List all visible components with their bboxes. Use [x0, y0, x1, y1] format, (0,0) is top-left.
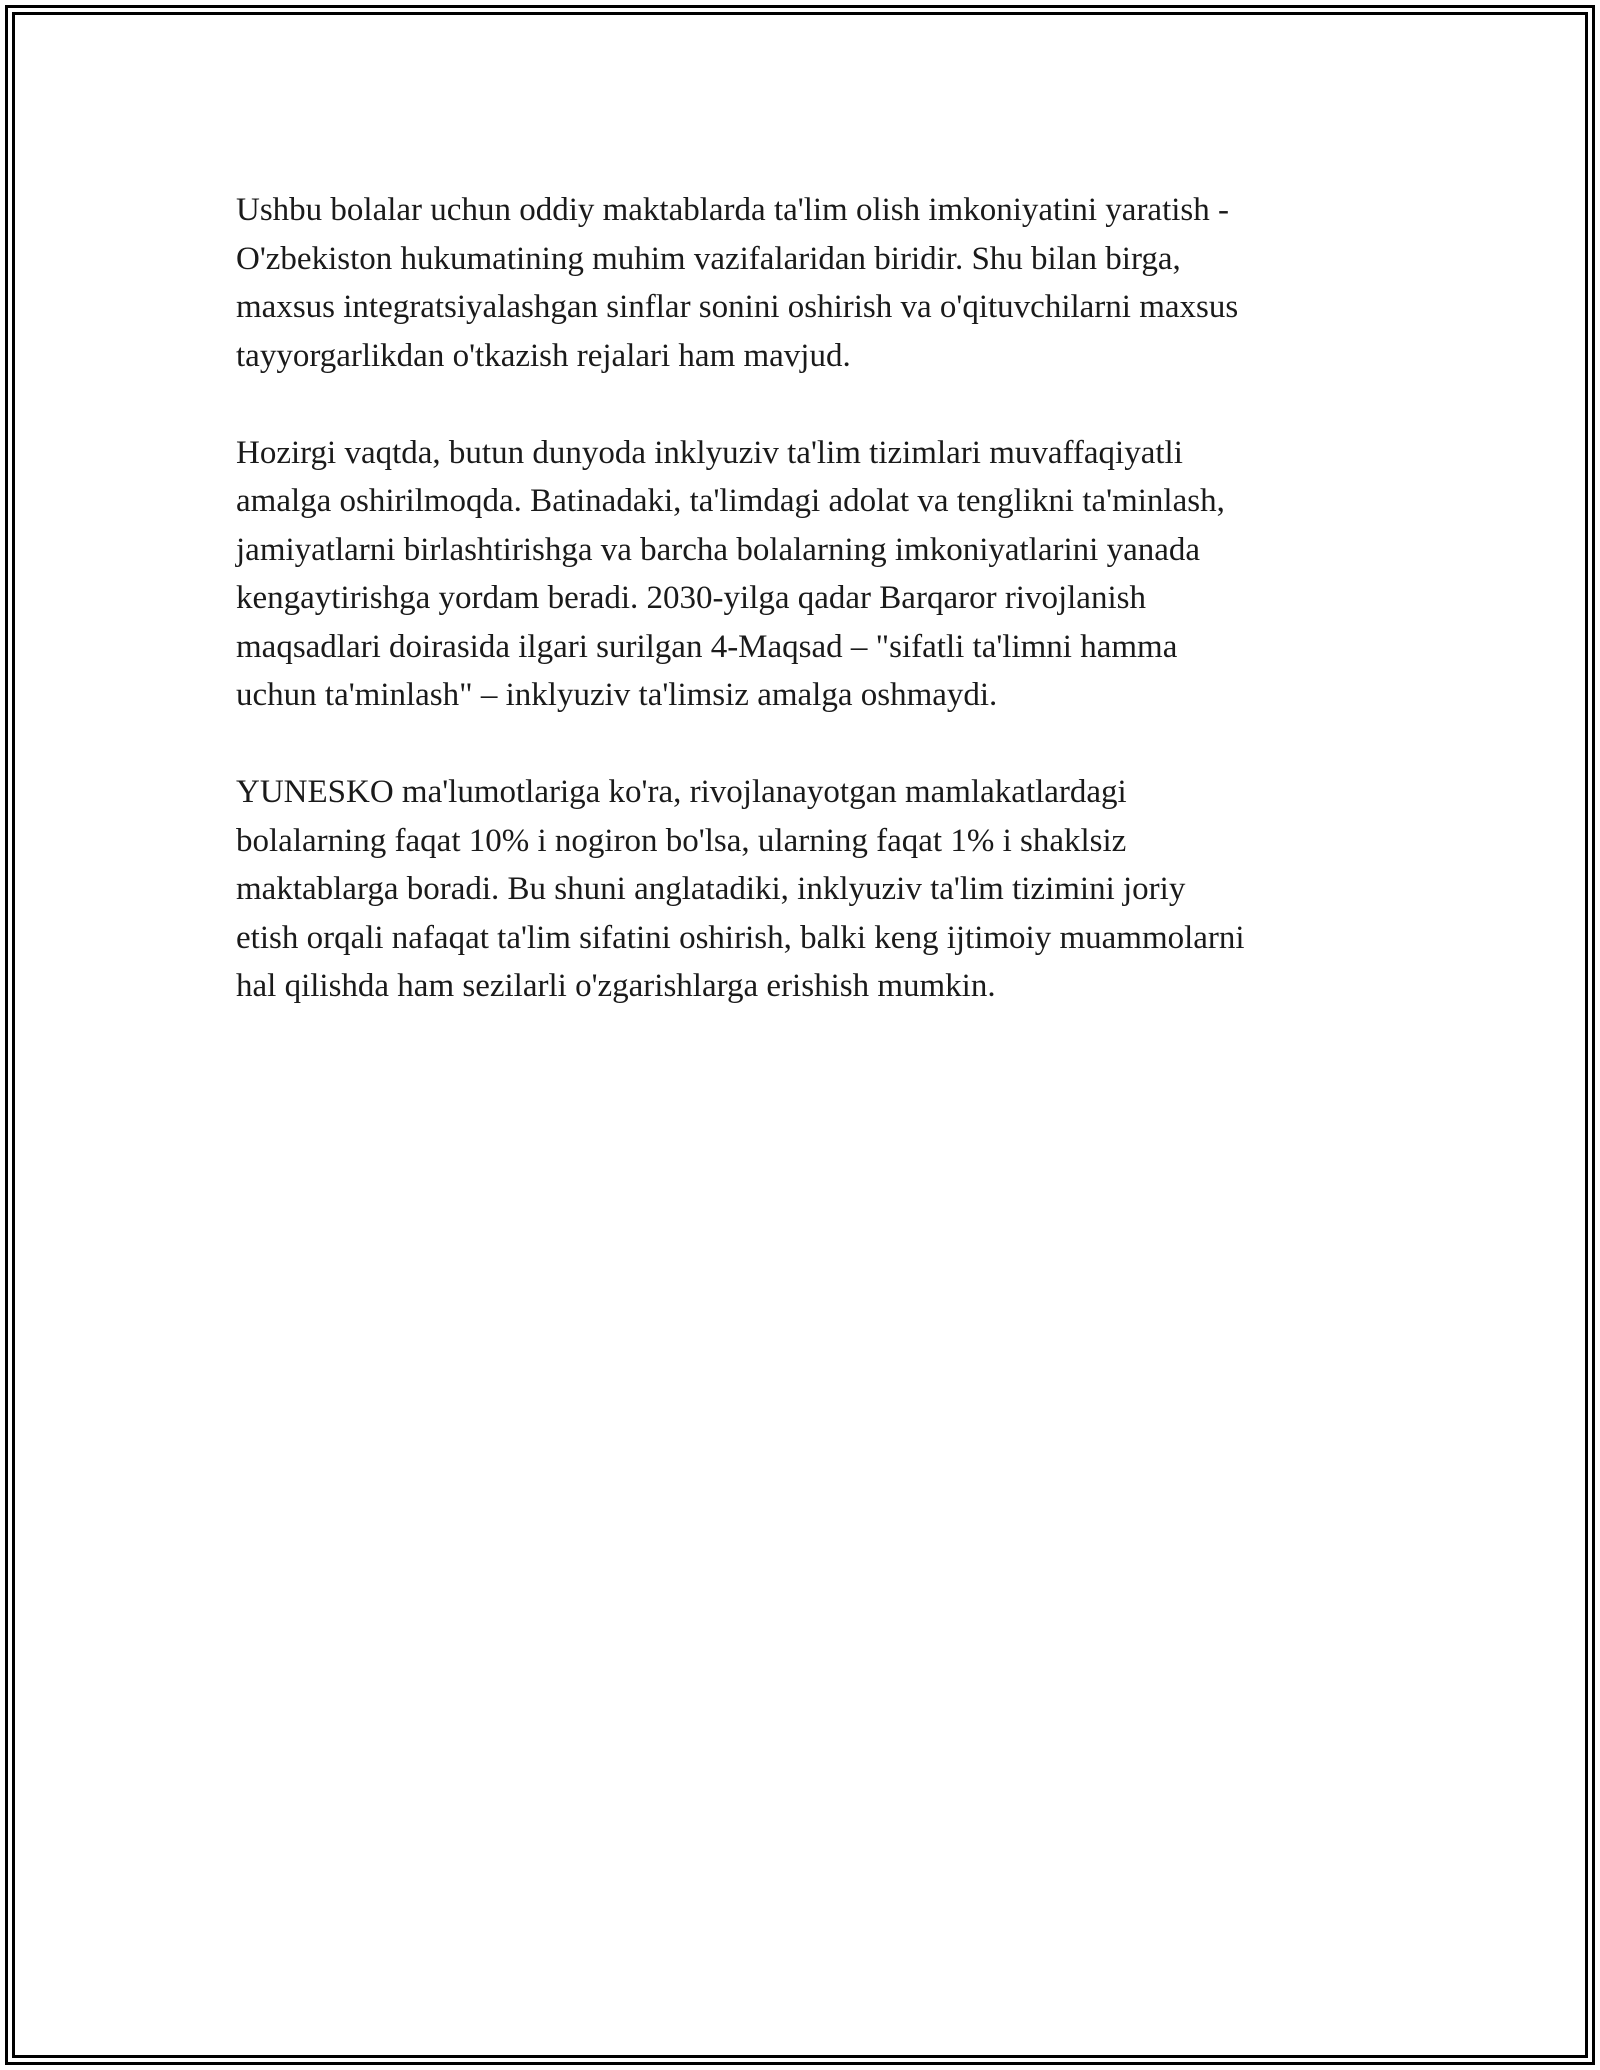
- text-line: hal qilishda ham sezilarli o'zgarishlarga erishish mumkin.: [236, 968, 996, 1004]
- paragraph-2: [236, 429, 1366, 720]
- text-line: etish orqali nafaqat ta'lim sifatini oshirish, balki keng ijtimoiy muammolarni: [236, 919, 1245, 956]
- text-line: YUNESKO ma'lumotlariga ko'ra, rivojlanayotgan mamlakatlardagi: [236, 774, 1127, 810]
- document-body: [236, 186, 1366, 1059]
- text-line: O'zbekiston hukumatining muhim vazifalaridan biridir. Shu bilan birga,: [236, 240, 1181, 277]
- text-line: amalga oshirilmoqda. Batinadaki, ta'limdagi adolat va tenglikni ta'minlash,: [236, 483, 1225, 519]
- text-line: uchun ta'minlash" – inklyuziv ta'limsiz amalga oshmaydi.: [236, 677, 998, 713]
- text-line: kengaytirishga yordam beradi. 2030-yilga qadar Barqaror rivojlanish: [236, 580, 1146, 616]
- text-line: tayyorgarlikdan o'tkazish rejalari ham mavjud.: [236, 337, 851, 374]
- text-line: maqsadlari doirasida ilgari surilgan 4-Maqsad – "sifatli ta'limni hamma: [236, 628, 1178, 665]
- text-line: jamiyatlarni birlashtirishga va barcha bolalarning imkoniyatlarini yanada: [236, 531, 1201, 568]
- paragraph-3: [236, 768, 1366, 1011]
- text-line: maxsus integratsiyalashgan sinflar sonini oshirish va o'qituvchilarni maxsus: [236, 289, 1239, 325]
- paragraph-1: [236, 186, 1366, 380]
- text-line: bolalarning faqat 10% i nogiron bo'lsa, ularning faqat 1% i shaklsiz: [236, 822, 1127, 859]
- text-line: Hozirgi vaqtda, butun dunyoda inklyuziv ta'lim tizimlari muvaffaqiyatli: [236, 434, 1183, 471]
- text-line: Ushbu bolalar uchun oddiy maktablarda ta'lim olish imkoniyatini yaratish -: [236, 192, 1229, 228]
- text-line: maktablarga boradi. Bu shuni anglatadiki, inklyuziv ta'lim tizimini joriy: [236, 871, 1186, 907]
